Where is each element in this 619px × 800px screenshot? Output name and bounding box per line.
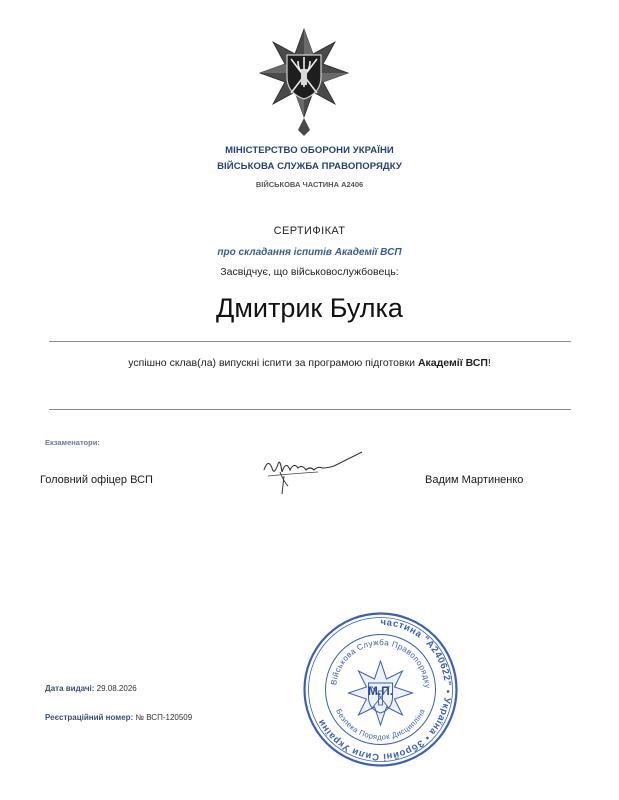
issue-date-value: 29.08.2026 bbox=[96, 684, 137, 693]
completion-academy: Академії ВСП bbox=[417, 357, 488, 369]
certificate-title: СЕРТИФІКАТ bbox=[273, 225, 346, 237]
stamp-inner-text: Військова Служба Правопорядку bbox=[329, 637, 433, 689]
examiner-name: Вадим Мартиненко bbox=[425, 474, 524, 486]
registration-value: № ВСП-120509 bbox=[135, 713, 193, 722]
ministry-name: МІНІСТЕРСТВО ОБОРОНИ УКРАЇНИ bbox=[225, 145, 394, 156]
registration-label: Реєстраційний номер: bbox=[45, 713, 134, 722]
examiner-role: Головний офіцер ВСП bbox=[40, 474, 153, 486]
stamp-center-label: М.П. bbox=[367, 684, 394, 698]
issue-date bbox=[45, 684, 137, 693]
certifies-text: Засвідчує, що військовослужбовець: bbox=[220, 266, 399, 278]
stamp-bottom-text: Безпека Порядок Дисципліна bbox=[334, 707, 427, 742]
service-name: ВІЙСЬКОВА СЛУЖБА ПРАВОПОРЯДКУ bbox=[217, 161, 402, 172]
completion-suffix: ! bbox=[487, 357, 491, 369]
divider-top bbox=[49, 341, 571, 342]
military-police-emblem-icon bbox=[258, 26, 350, 136]
official-stamp-icon bbox=[302, 611, 459, 768]
registration-number bbox=[45, 713, 192, 722]
recipient-name: Дмитрик Булка bbox=[216, 293, 403, 323]
certificate-subtitle: про складання іспитів Академії ВСП bbox=[217, 247, 402, 258]
completion-prefix: успішно склав(ла) випускні іспити за програмою підготовки bbox=[128, 357, 418, 369]
completion-text bbox=[0, 357, 619, 369]
stamp-ring-text: частина "А240622" • Україна • Збройні Сили України bbox=[315, 616, 453, 763]
divider-bottom bbox=[49, 409, 571, 410]
unit-name: ВІЙСЬКОВА ЧАСТИНА А2406 bbox=[255, 180, 364, 189]
signature-icon bbox=[258, 446, 366, 496]
examiners-label: Екзаменатори: bbox=[45, 438, 100, 447]
issue-date-label: Дата видачі: bbox=[45, 684, 95, 693]
